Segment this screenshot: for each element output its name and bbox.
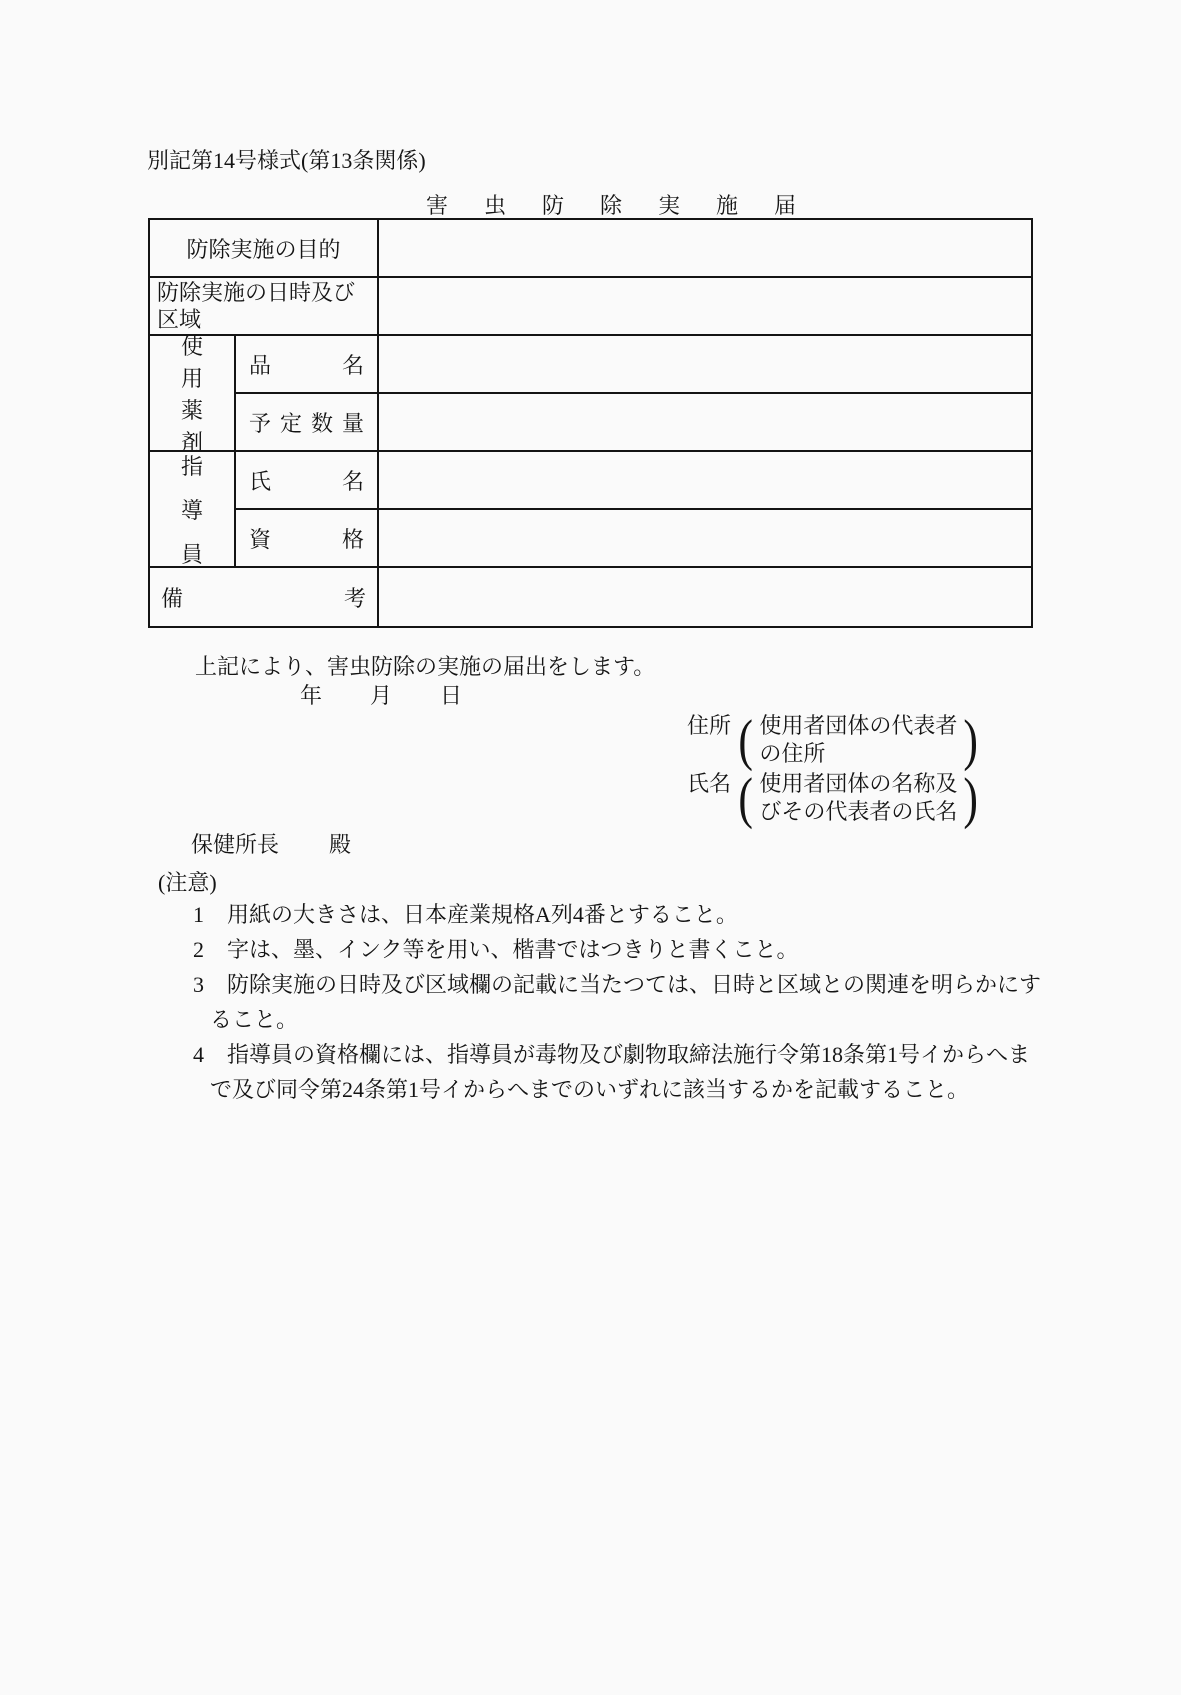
note-item — [193, 967, 1041, 1037]
notes-list — [193, 897, 1041, 1107]
instructor-name-label-cell: 氏 名 — [236, 452, 379, 510]
signer-bracket-note — [759, 770, 957, 826]
address-bracket-note — [759, 712, 957, 768]
remarks-value-cell — [379, 568, 1031, 626]
address-note-line1: 使用者団体の代表者 — [759, 713, 958, 738]
form-table — [148, 218, 1033, 628]
datetime-area-label-cell: 防除実施の日時及び区域 — [150, 278, 379, 336]
month-label: 月 — [370, 683, 393, 708]
planned-quantity-label-cell: 予 定 数 量 — [236, 394, 379, 452]
address-label: 住所 — [687, 713, 732, 738]
note-line: 字は、墨、インク等を用い、楷書ではつきりと書くこと。 — [227, 937, 799, 962]
note-line: 用紙の大きさは、日本産業規格A列4番とすること。 — [227, 902, 738, 927]
note-line: 防除実施の日時及び区域欄の記載に当たつては、日時と区域との関連を明らかにす — [227, 972, 1042, 997]
signer-note-line1: 使用者団体の名称及 — [759, 771, 958, 796]
note-item — [193, 932, 1041, 967]
signer-note-line2: びその代表者の氏名 — [759, 799, 958, 824]
note-item — [193, 897, 1041, 932]
signer-row — [687, 765, 979, 830]
notes-heading: (注意) — [158, 870, 217, 895]
note-line: 指導員の資格欄には、指導員が毒物及び劇物取締法施行令第18条第1号イからへま — [227, 1042, 1031, 1067]
planned-quantity-value-cell — [379, 394, 1031, 452]
datetime-area-value-cell — [379, 278, 1031, 336]
recipient-label: 保健所長 — [191, 832, 280, 857]
address-bracket-close: ) — [963, 707, 979, 772]
note-number: 4 — [193, 1042, 204, 1067]
note-number: 1 — [193, 902, 204, 927]
signer-bracket-close: ) — [963, 765, 979, 830]
day-label: 日 — [440, 683, 463, 708]
declaration-statement: 上記により、害虫防除の実施の届出をします。 — [195, 654, 656, 679]
product-name-label-cell: 品 名 — [236, 336, 379, 394]
page-title: 害虫防除実施届 — [426, 193, 833, 218]
year-label: 年 — [300, 683, 323, 708]
honorific-label: 殿 — [329, 832, 352, 857]
note-item — [193, 1037, 1041, 1107]
date-line — [300, 684, 462, 708]
signer-bracket-open: ( — [738, 765, 753, 830]
chemicals-group-label-cell: 使 用 薬 剤 — [150, 336, 236, 452]
instructor-name-value-cell — [379, 452, 1031, 510]
note-number: 3 — [193, 972, 204, 997]
signer-label: 氏名 — [687, 771, 732, 796]
purpose-value-cell — [379, 220, 1031, 278]
note-line: で及び同令第24条第1号イからへまでのいずれに該当するかを記載すること。 — [210, 1077, 970, 1102]
product-name-value-cell — [379, 336, 1031, 394]
address-note-line2: の住所 — [759, 741, 826, 766]
qualification-label-cell: 資 格 — [236, 510, 379, 568]
form-number: 別記第14号様式(第13条関係) — [147, 148, 426, 173]
purpose-label-cell: 防除実施の目的 — [150, 220, 379, 278]
address-row — [687, 707, 979, 772]
qualification-value-cell — [379, 510, 1031, 568]
address-bracket-open: ( — [738, 707, 753, 772]
instructor-group-label-cell: 指 導 員 — [150, 452, 236, 568]
recipient-line — [191, 833, 351, 857]
remarks-label-cell: 備 考 — [150, 568, 379, 626]
note-line: ること。 — [210, 1007, 299, 1032]
note-number: 2 — [193, 937, 204, 962]
